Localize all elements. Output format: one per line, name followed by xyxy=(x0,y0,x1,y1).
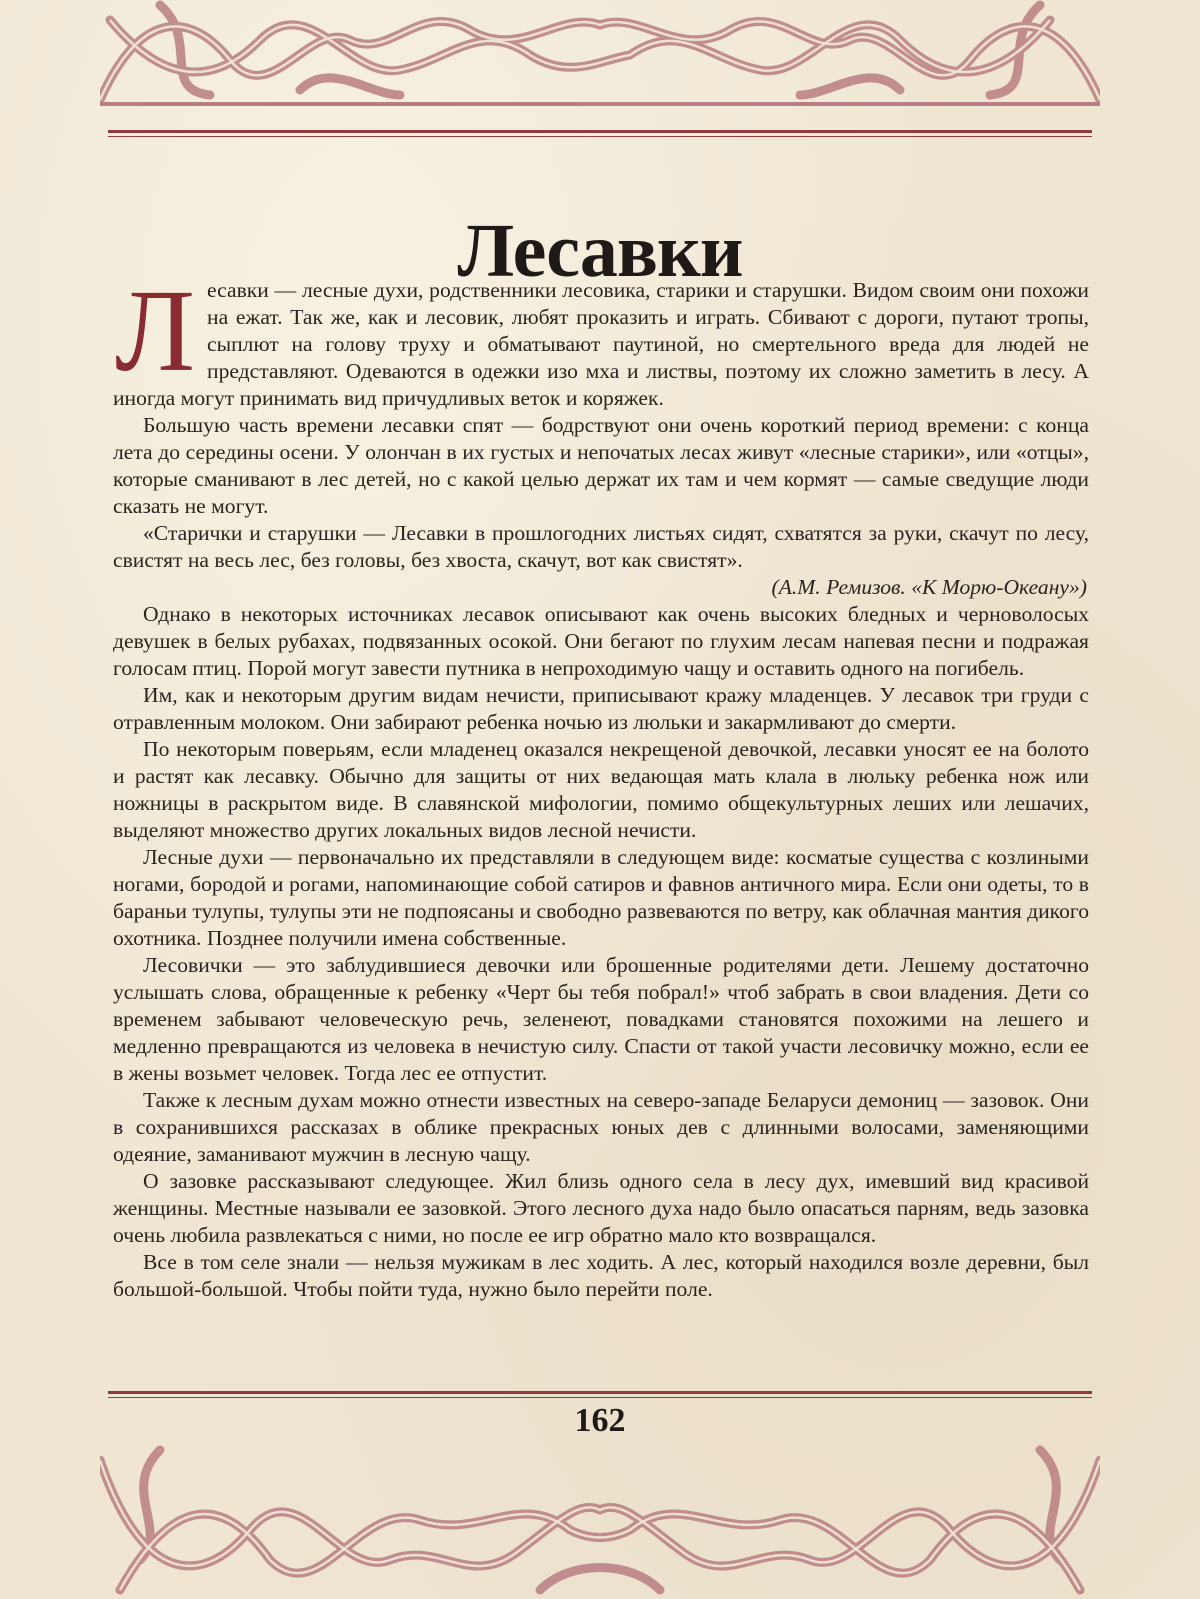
paragraph-9: Также к лесным духам можно отнести известных на северо-западе Беларуси демониц — зазовок. Они в сохранившихся рассказах в облике прекрасных юных дев с длинными волосами, заменяющими одеяние, заманивают мужчин в лесную чащу. xyxy=(113,1088,1089,1166)
quote-paragraph: «Старички и старушки — Лесавки в прошлогодних листьях сидят, схватятся за руки, скачут по лесу, свистят на весь лес, без головы, без хвоста, скачут, вот как свистят». xyxy=(113,521,1089,572)
paragraph-5: Им, как и некоторым другим видам нечисти, приписывают кражу младенцев. У лесавок три груди с отравленным молоком. Они забирают ребенка ночью из люльки и закармливают до смерти. xyxy=(113,683,1089,734)
page-number: 162 xyxy=(574,1402,626,1439)
top-divider-rule xyxy=(108,130,1092,137)
paragraph-6: По некоторым поверьям, если младенец оказался некрещеной девочкой, лесавки уносят ее на болото и растят как лесавку. Обычно для защиты от них ведающая мать клала в люльку ребенка нож или ножницы в раскрытом виде. В славянской мифологии, помимо общекультурных леших или лешачих, выделяют множество других локальных видов лесной нечисти. xyxy=(113,737,1089,842)
paragraph-1: Лесавки — лесные духи, родственники лесовика, старики и старушки. Видом своим они похожи на ежат. Так же, как и лесовик, любят проказить и играть. Сбивают с дороги, путают тропы, сыплют на голову труху и обматывают паутиной, но смертельного вреда для людей не представляют. Одеваются в одежки изо мха и листвы, поэтому их сложно заметить в лесу. А иногда могут принимать вид причудливых веток и коряжек. xyxy=(113,265,1089,410)
body-text xyxy=(113,265,1089,1303)
bottom-divider-rule xyxy=(108,1391,1092,1398)
paragraph-7: Лесные духи — первоначально их представляли в следующем виде: косматые существа с козлиными ногами, бородой и рогами, напоминающие собой сатиров и фавнов античного мира. Если они одеты, то в бараньи тулупы, тулупы эти не подпоясаны и свободно развеваются по ветру, как облачная мантия дикого охотника. Позднее получили имена собственные. xyxy=(113,845,1089,950)
top-ornament-border xyxy=(100,0,1100,108)
paragraph-4: Однако в некоторых источниках лесавок описывают как очень высоких бледных и черноволосых девушек в белых рубахах, подвязанных осокой. Они бегают по глухим лесам напевая песни и подражая голосам птиц. Порой могут завести путника в непроходимую чащу и оставить одного на погибель. xyxy=(113,602,1089,680)
drop-cap: Л xyxy=(115,265,196,396)
paragraph-8: Лесовички — это заблудившиеся девочки или брошенные родителями дети. Лешему достаточно услышать слова, обращенные к ребенку «Черт бы тебя побрал!» чтоб забрать в свои владения. Дети со временем забывают человеческую речь, зеленеют, повадками становятся похожими на лешего и медленно превращаются из человека в нечистую силу. Спасти от такой участи лесовичку можно, если ее в жены возьмет человек. Тогда лес ее отпустит. xyxy=(113,953,1089,1085)
page-title: Лесавки xyxy=(457,208,743,293)
paragraph-10: О зазовке рассказывают следующее. Жил близь одного села в лесу дух, имевший вид красивой женщины. Местные называли ее зазовкой. Этого лесного духа надо было опасаться парням, ведь зазовка очень любила развлекаться с ними, но после ее игр обратно мало кто возвращался. xyxy=(113,1169,1089,1247)
quote-attribution: (А.М. Ремизов. «К Морю-Океану») xyxy=(771,575,1087,599)
paragraph-11: Все в том селе знали — нельзя мужикам в лес ходить. А лес, который находился возле деревни, был большой-большой. Чтобы пойти туда, нужно было перейти поле. xyxy=(113,1250,1089,1301)
bottom-ornament-border xyxy=(100,1440,1100,1599)
paragraph-2: Большую часть времени лесавки спят — бодрствуют они очень короткий период времени: с конца лета до середины осени. У олончан в их густых и непочатых лесах живут «лесные старики», или «отцы», которые сманивают в лес детей, но с какой целью держат их там и чем кормят — самые сведущие люди сказать не могут. xyxy=(113,413,1089,518)
